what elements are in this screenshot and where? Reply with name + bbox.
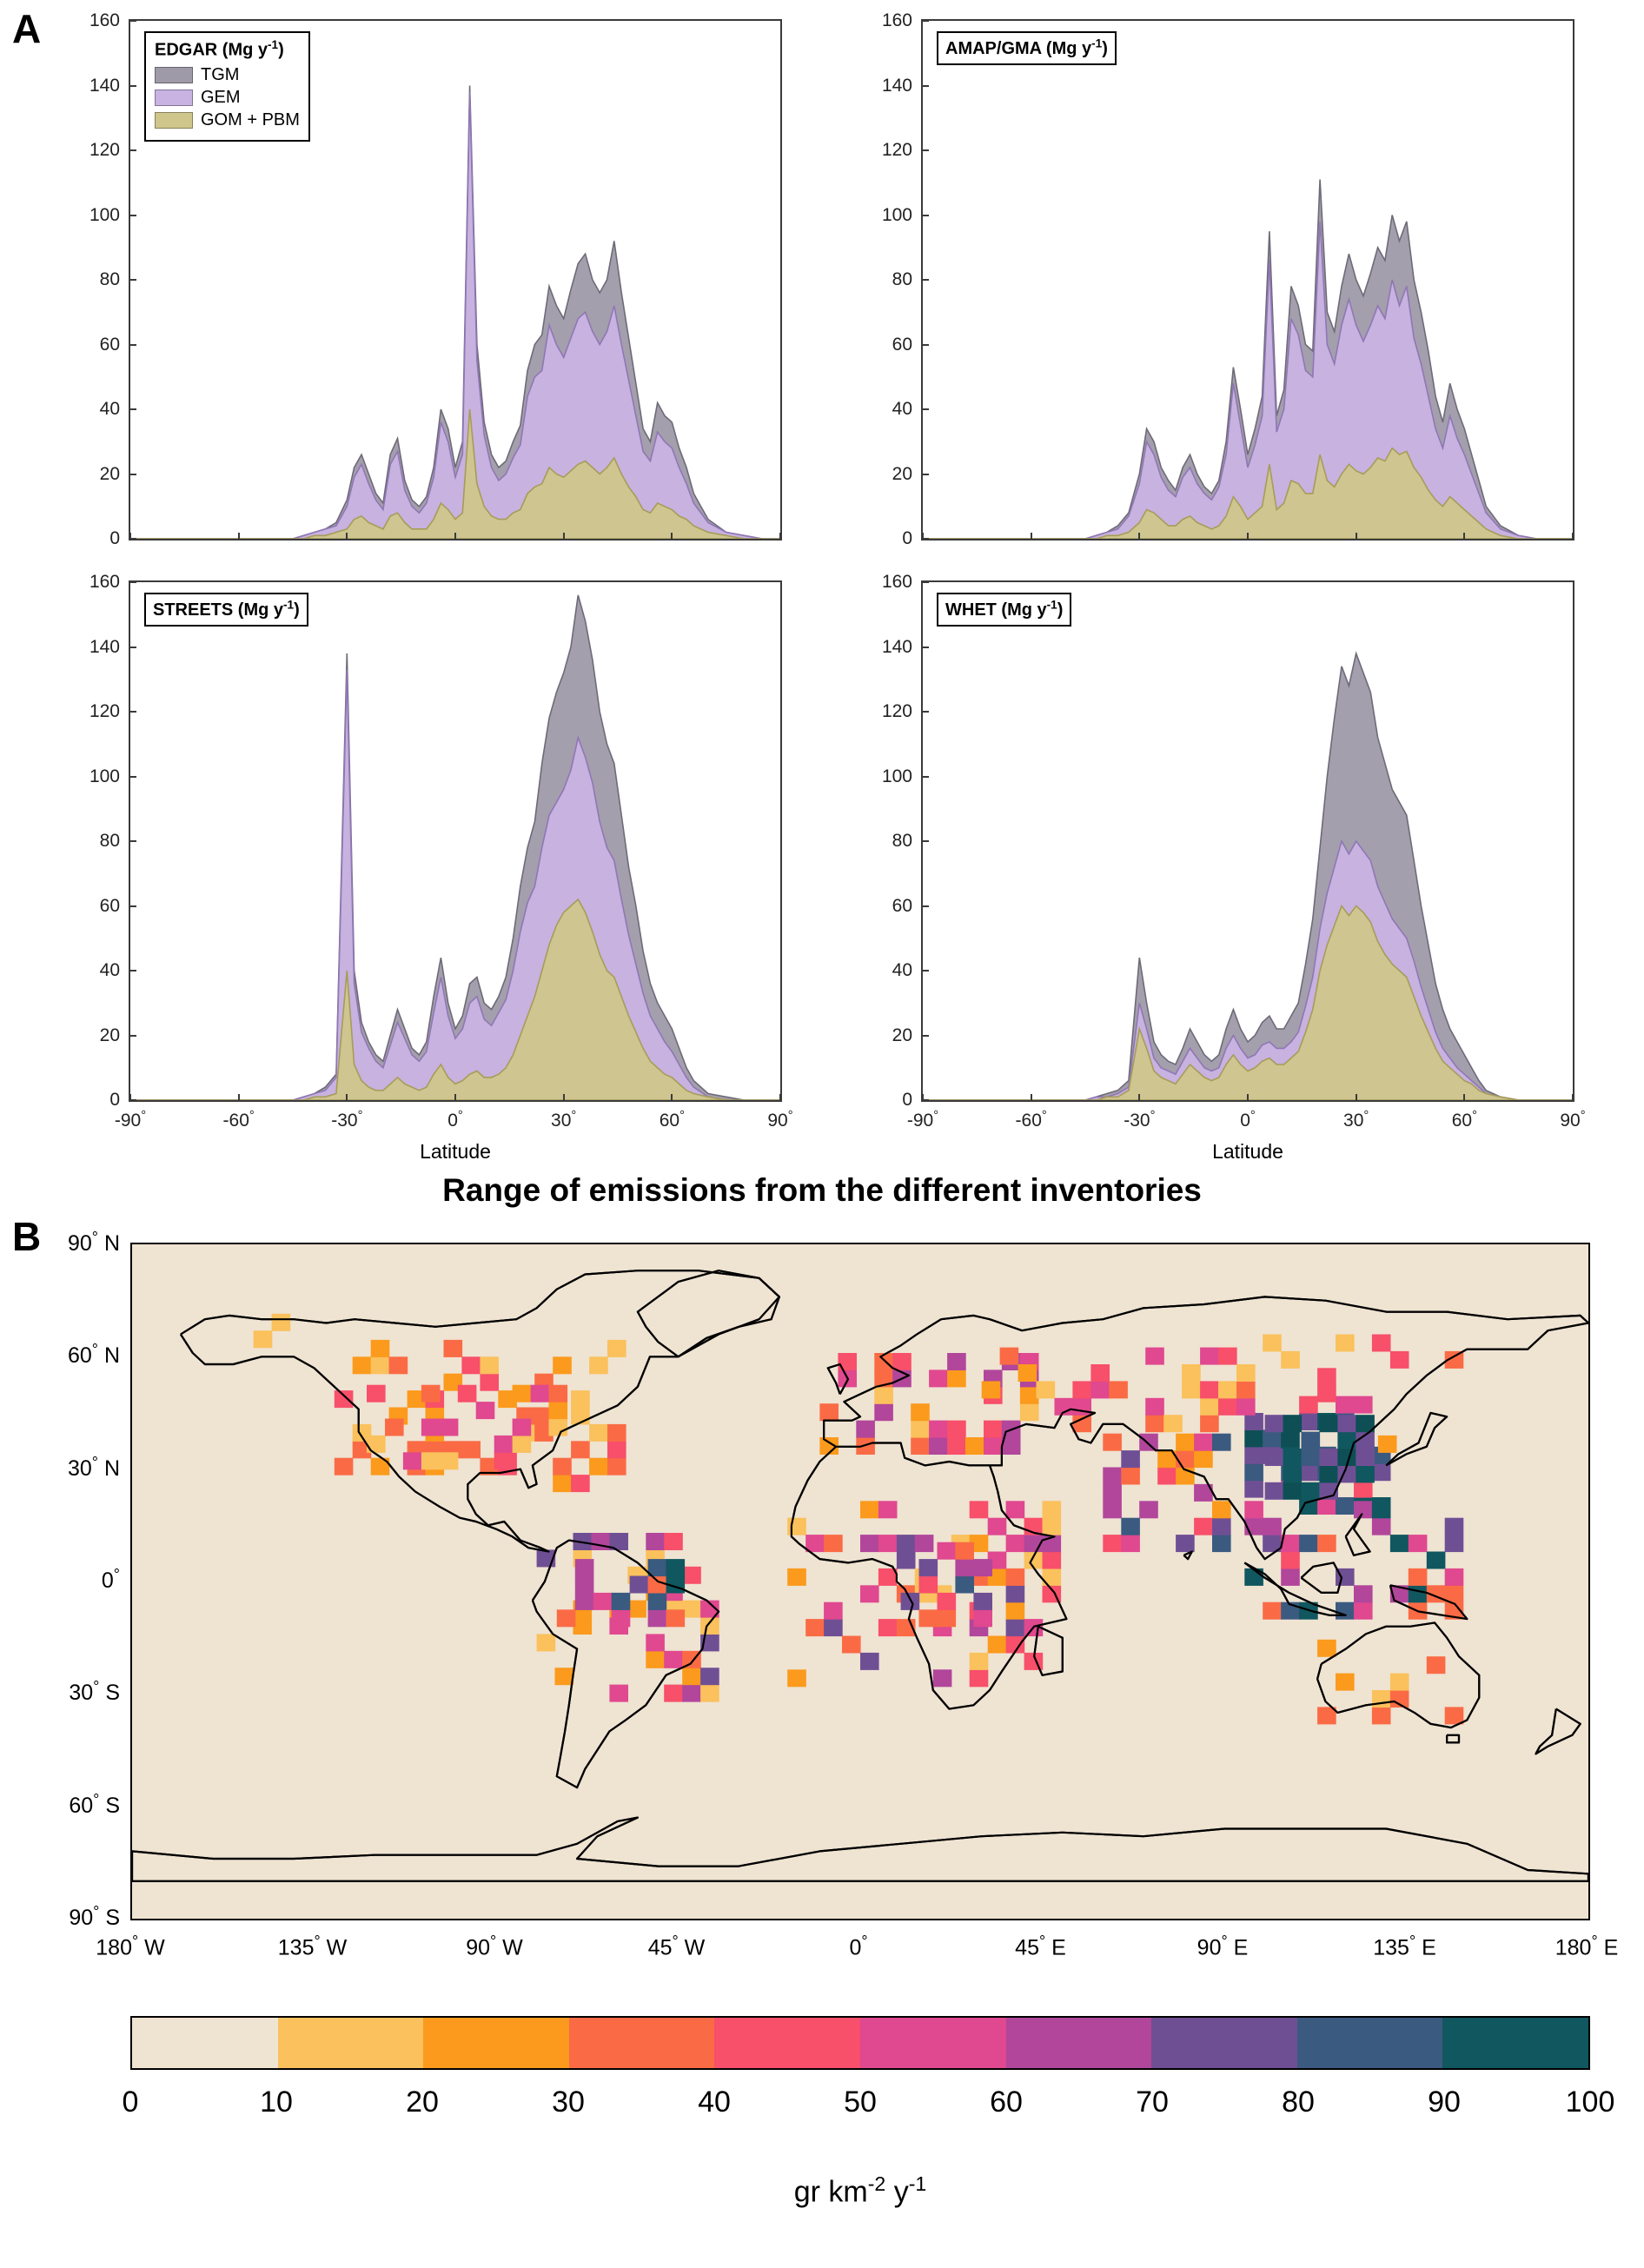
map-x-tick-label: 135° W: [277, 1933, 348, 1960]
map-svg: [132, 1244, 1588, 1919]
y-tick-mark: [129, 776, 136, 778]
y-tick-mark: [921, 647, 929, 648]
colorbar: [130, 2016, 1590, 2070]
y-tick-label: 120: [881, 140, 912, 160]
x-tick-mark: [346, 533, 348, 540]
x-tick-mark: [129, 1094, 131, 1102]
colorbar-segment: [278, 2018, 424, 2068]
map-title: Range of emissions from the different inventories: [442, 1172, 1202, 1208]
subplot-whet: [921, 580, 1574, 1102]
x-tick-mark: [1138, 533, 1140, 540]
x-tick-mark: [454, 533, 456, 540]
legend-swatch: [155, 67, 193, 83]
x-tick-mark: [1031, 533, 1032, 540]
y-tick-mark: [921, 20, 929, 22]
colorbar-tick-label: 30: [552, 2086, 585, 2119]
x-tick-mark: [1031, 1094, 1032, 1102]
y-tick-mark: [921, 85, 929, 87]
map-x-tick-label: 90° W: [466, 1933, 523, 1960]
y-tick-mark: [129, 905, 136, 907]
x-tick-mark: [1463, 1094, 1465, 1102]
x-tick-label: 0°: [447, 1109, 463, 1131]
y-tick-mark: [921, 581, 929, 583]
legend-item: [155, 110, 300, 130]
legend-item-label: TGM: [201, 64, 240, 84]
y-tick-mark: [921, 149, 929, 151]
y-tick-label: 20: [892, 463, 912, 484]
legend-item-label: GOM + PBM: [201, 109, 300, 129]
y-tick-label: 20: [892, 1025, 912, 1045]
colorbar-segment: [132, 2018, 278, 2068]
x-tick-mark: [1572, 533, 1574, 540]
colorbar-segment: [1297, 2018, 1443, 2068]
legend-item-label: GEM: [201, 87, 241, 107]
map-x-tick-label: 45° W: [647, 1933, 706, 1960]
y-tick-mark: [129, 711, 136, 713]
map-y-tick-label: 60° N: [67, 1341, 120, 1369]
colorbar-tick-label: 20: [406, 2086, 439, 2119]
x-tick-mark: [1247, 533, 1249, 540]
map-y-tick-label: 30° N: [67, 1453, 120, 1481]
y-tick-label: 80: [99, 269, 120, 289]
y-tick-mark: [129, 840, 136, 842]
y-tick-label: 160: [881, 572, 912, 592]
y-tick-mark: [921, 970, 929, 972]
map-x-tick-label: 180° E: [1555, 1933, 1619, 1960]
y-tick-mark: [129, 581, 136, 583]
y-tick-mark: [129, 215, 136, 216]
legend-title: EDGAR (Mg $y^{-1}$): [155, 38, 284, 60]
x-tick-mark: [346, 1094, 348, 1102]
y-tick-label: 20: [99, 1025, 120, 1045]
y-tick-label: 40: [892, 960, 912, 980]
y-tick-label: 0: [902, 528, 912, 548]
x-tick-mark: [922, 533, 924, 540]
x-tick-mark: [129, 533, 131, 540]
y-tick-mark: [921, 408, 929, 410]
subplot-tag-text: AMAP/GMA (Mg $y^{-1}$): [945, 36, 1108, 58]
colorbar-tick-label: 70: [1136, 2086, 1169, 2119]
colorbar-segment: [714, 2018, 860, 2068]
area-series-svg: [923, 582, 1573, 1100]
colorbar-tick-label: 0: [122, 2086, 139, 2119]
x-tick-mark: [1138, 1094, 1140, 1102]
map-y-tick-label: 90° S: [69, 1902, 120, 1931]
subplot-amap-gma: [921, 19, 1574, 540]
colorbar-segment: [1442, 2018, 1588, 2068]
colorbar-tick-label: 10: [260, 2086, 293, 2119]
x-tick-label: -30°: [331, 1109, 363, 1131]
x-tick-mark: [922, 1094, 924, 1102]
subplot-tag-text: STREETS (Mg $y^{-1}$): [153, 598, 300, 620]
map-x-tick-label: 135° E: [1373, 1933, 1436, 1960]
colorbar-segment: [423, 2018, 569, 2068]
y-tick-mark: [129, 149, 136, 151]
y-tick-label: 100: [89, 766, 120, 786]
x-tick-mark: [1572, 1094, 1574, 1102]
colorbar-segment: [860, 2018, 1006, 2068]
colorbar-tick-label: 50: [844, 2086, 877, 2119]
x-tick-mark: [779, 533, 781, 540]
y-tick-mark: [129, 20, 136, 22]
x-tick-mark: [779, 1094, 781, 1102]
x-tick-mark: [238, 533, 240, 540]
area-series-svg: [130, 582, 780, 1100]
x-tick-mark: [1463, 533, 1465, 540]
y-tick-label: 0: [109, 528, 120, 548]
subplot-tag-amap-gma: [937, 31, 1117, 65]
map-x-tick-label: 90° E: [1197, 1933, 1249, 1960]
x-tick-mark: [671, 533, 673, 540]
x-tick-mark: [563, 1094, 565, 1102]
x-tick-label: 30°: [1343, 1109, 1369, 1131]
x-tick-label: -90°: [114, 1109, 147, 1131]
y-tick-label: 80: [892, 831, 912, 851]
x-tick-label: 60°: [659, 1109, 685, 1131]
x-tick-label: 90°: [767, 1109, 793, 1131]
x-tick-mark: [671, 1094, 673, 1102]
x-tick-mark: [563, 533, 565, 540]
x-tick-label: -60°: [222, 1109, 255, 1131]
area-series-svg: [923, 21, 1573, 539]
x-tick-label: 0°: [1240, 1109, 1256, 1131]
map-x-tick-label: 0°: [849, 1933, 868, 1960]
y-tick-label: 20: [99, 463, 120, 484]
y-tick-label: 100: [881, 766, 912, 786]
y-tick-mark: [129, 1035, 136, 1037]
panel-letter-b: B: [12, 1214, 42, 1259]
colorbar-segment: [1006, 2018, 1152, 2068]
colorbar-segment: [569, 2018, 715, 2068]
y-tick-mark: [129, 85, 136, 87]
y-tick-mark: [921, 344, 929, 346]
colorbar-tick-label: 80: [1282, 2086, 1315, 2119]
x-tick-label: 60°: [1451, 1109, 1477, 1131]
y-tick-label: 0: [902, 1090, 912, 1110]
colorbar-tick-label: 60: [990, 2086, 1023, 2119]
y-tick-label: 140: [89, 636, 120, 657]
x-tick-label: 30°: [551, 1109, 577, 1131]
y-tick-mark: [921, 840, 929, 842]
legend-item: [155, 65, 300, 85]
y-tick-mark: [921, 905, 929, 907]
y-tick-label: 100: [881, 204, 912, 225]
colorbar-tick-label: 90: [1428, 2086, 1461, 2119]
y-tick-label: 80: [99, 831, 120, 851]
subplot-tag-text: WHET (Mg $y^{-1}$): [945, 598, 1064, 620]
y-tick-label: 60: [892, 334, 912, 355]
y-tick-label: 0: [109, 1090, 120, 1110]
x-tick-label: -60°: [1015, 1109, 1047, 1131]
y-tick-label: 160: [881, 10, 912, 30]
y-tick-mark: [921, 474, 929, 475]
legend: [144, 31, 310, 142]
map-y-tick-label: 30° S: [69, 1678, 120, 1706]
x-tick-label: -30°: [1124, 1109, 1156, 1131]
y-tick-label: 80: [892, 269, 912, 289]
x-tick-label: 90°: [1560, 1109, 1586, 1131]
y-tick-mark: [921, 776, 929, 778]
x-tick-label: -90°: [906, 1109, 939, 1131]
map-x-tick-label: 180° W: [96, 1933, 165, 1960]
y-tick-label: 140: [881, 636, 912, 657]
y-tick-label: 120: [89, 140, 120, 160]
y-tick-label: 40: [892, 399, 912, 419]
y-tick-label: 160: [89, 10, 120, 30]
world-emissions-map: [130, 1243, 1590, 1920]
legend-item: [155, 88, 300, 108]
x-tick-mark: [454, 1094, 456, 1102]
y-tick-mark: [921, 279, 929, 281]
colorbar-segment: [1151, 2018, 1297, 2068]
y-tick-mark: [921, 215, 929, 216]
map-y-tick-label: 0°: [101, 1565, 120, 1594]
legend-swatch: [155, 112, 193, 129]
y-tick-label: 120: [881, 701, 912, 721]
y-tick-label: 60: [99, 334, 120, 355]
y-tick-mark: [129, 344, 136, 346]
y-tick-mark: [129, 474, 136, 475]
subplot-tag-streets: [144, 593, 308, 627]
subplot-streets: [129, 580, 782, 1102]
x-tick-mark: [1247, 1094, 1249, 1102]
colorbar-tick-label: 100: [1565, 2086, 1615, 2119]
colorbar-unit-label: gr $km^{-2}$ $y^{-1}$: [793, 2172, 927, 2209]
y-tick-label: 60: [99, 895, 120, 916]
x-tick-mark: [1356, 533, 1357, 540]
x-tick-mark: [238, 1094, 240, 1102]
y-tick-label: 40: [99, 399, 120, 419]
y-tick-mark: [129, 408, 136, 410]
y-tick-mark: [129, 279, 136, 281]
x-axis-title: Latitude: [1212, 1140, 1283, 1163]
y-tick-label: 160: [89, 572, 120, 592]
subplot-tag-whet: [937, 593, 1071, 627]
x-tick-mark: [1356, 1094, 1357, 1102]
legend-swatch: [155, 90, 193, 106]
y-tick-label: 140: [881, 75, 912, 96]
y-tick-label: 100: [89, 204, 120, 225]
x-axis-title: Latitude: [420, 1140, 491, 1163]
map-y-tick-label: 90° N: [67, 1228, 120, 1257]
y-tick-label: 120: [89, 701, 120, 721]
y-tick-label: 140: [89, 75, 120, 96]
panel-letter-a: A: [12, 6, 42, 51]
y-tick-mark: [921, 1035, 929, 1037]
map-y-tick-label: 60° S: [69, 1790, 120, 1818]
map-x-tick-label: 45° E: [1015, 1933, 1066, 1960]
colorbar-tick-label: 40: [698, 2086, 731, 2119]
y-tick-label: 60: [892, 895, 912, 916]
y-tick-mark: [921, 711, 929, 713]
y-tick-mark: [129, 647, 136, 648]
y-tick-mark: [129, 970, 136, 972]
y-tick-label: 40: [99, 960, 120, 980]
